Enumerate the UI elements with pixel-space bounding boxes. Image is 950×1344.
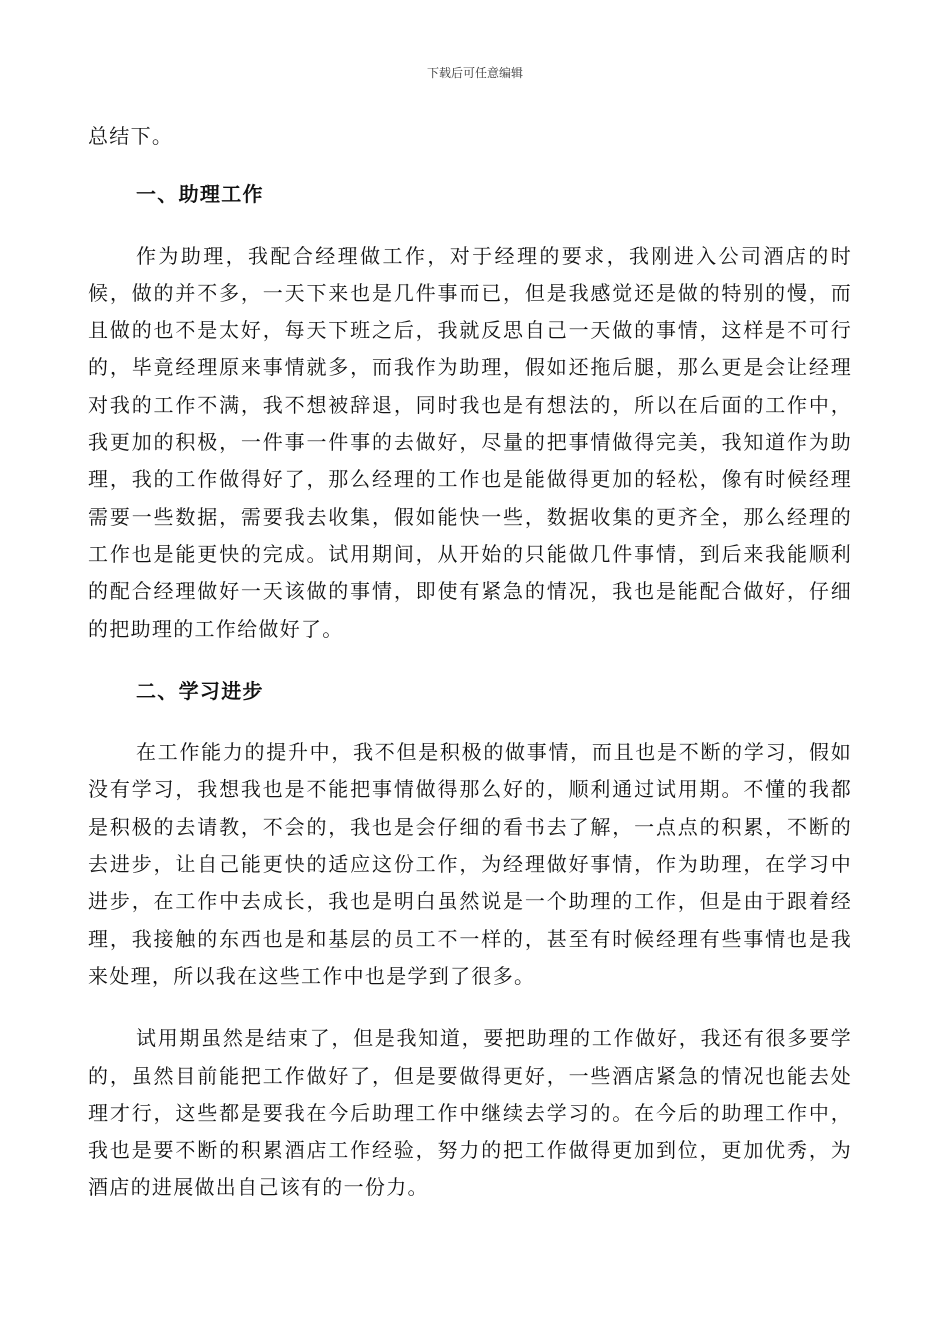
paragraph-learning-progress: 在工作能力的提升中，我不但是积极的做事情，而且也是不断的学习，假如没有学习，我想我也是不能把事情做得那么好的，顺利通过试用期。不懂的我都是积极的去请教，不会的，我也是会仔细的看书去了解，一点点的积累，不断的去进步，让自己能更快的适应这份工作，为经理做好事情，作为助理，在学习中进步，在工作中去成长，我也是明白虽然说是一个助理的工作，但是由于跟着经理，我接触的东西也是和基层的员工不一样的，甚至有时候经理有些事情也是我来处理，所以我在这些工作中也是学到了很多。	[88, 740, 852, 988]
document-body	[88, 118, 852, 1207]
section-heading-assistant-work: 一、助理工作	[136, 182, 264, 207]
page-header: 下载后可任意编辑	[426, 66, 523, 80]
section-heading-learning-progress: 二、学习进步	[136, 678, 264, 703]
intro-text: 总结下。	[88, 124, 174, 148]
paragraph-assistant-work: 作为助理，我配合经理做工作，对于经理的要求，我刚进入公司酒店的时候，做的并不多，一天下来也是几件事而已，但是我感觉还是做的特别的慢，而且做的也不是太好，每天下班之后，我就反思自己一天做的事情，这样是不可行的，毕竟经理原来事情就多，而我作为助理，假如还拖后腿，那么更是会让经理对我的工作不满，我不想被辞退，同时我也是有想法的，所以在后面的工作中，我更加的积极，一件事一件事的去做好，尽量的把事情做得完美，我知道作为助理，我的工作做得好了，那么经理的工作也是能做得更加的轻松，像有时候经理需要一些数据，需要我去收集，假如能快一些，数据收集的更齐全，那么经理的工作也是能更快的完成。试用期间，从开始的只能做几件事情，到后来我能顺利的配合经理做好一天该做的事情，即使有紧急的情况，我也是能配合做好，仔细的把助理的工作给做好了。	[88, 243, 852, 641]
paragraph-future-plans: 试用期虽然是结束了，但是我知道，要把助理的工作做好，我还有很多要学的，虽然目前能把工作做好了，但是要做得更好，一些酒店紧急的情况也能去处理才行，这些都是要我在今后助理工作中继续去学习的。在今后的助理工作中，我也是要不断的积累酒店工作经验，努力的把工作做得更加到位，更加优秀，为酒店的进展做出自己该有的一份力。	[88, 1026, 852, 1200]
